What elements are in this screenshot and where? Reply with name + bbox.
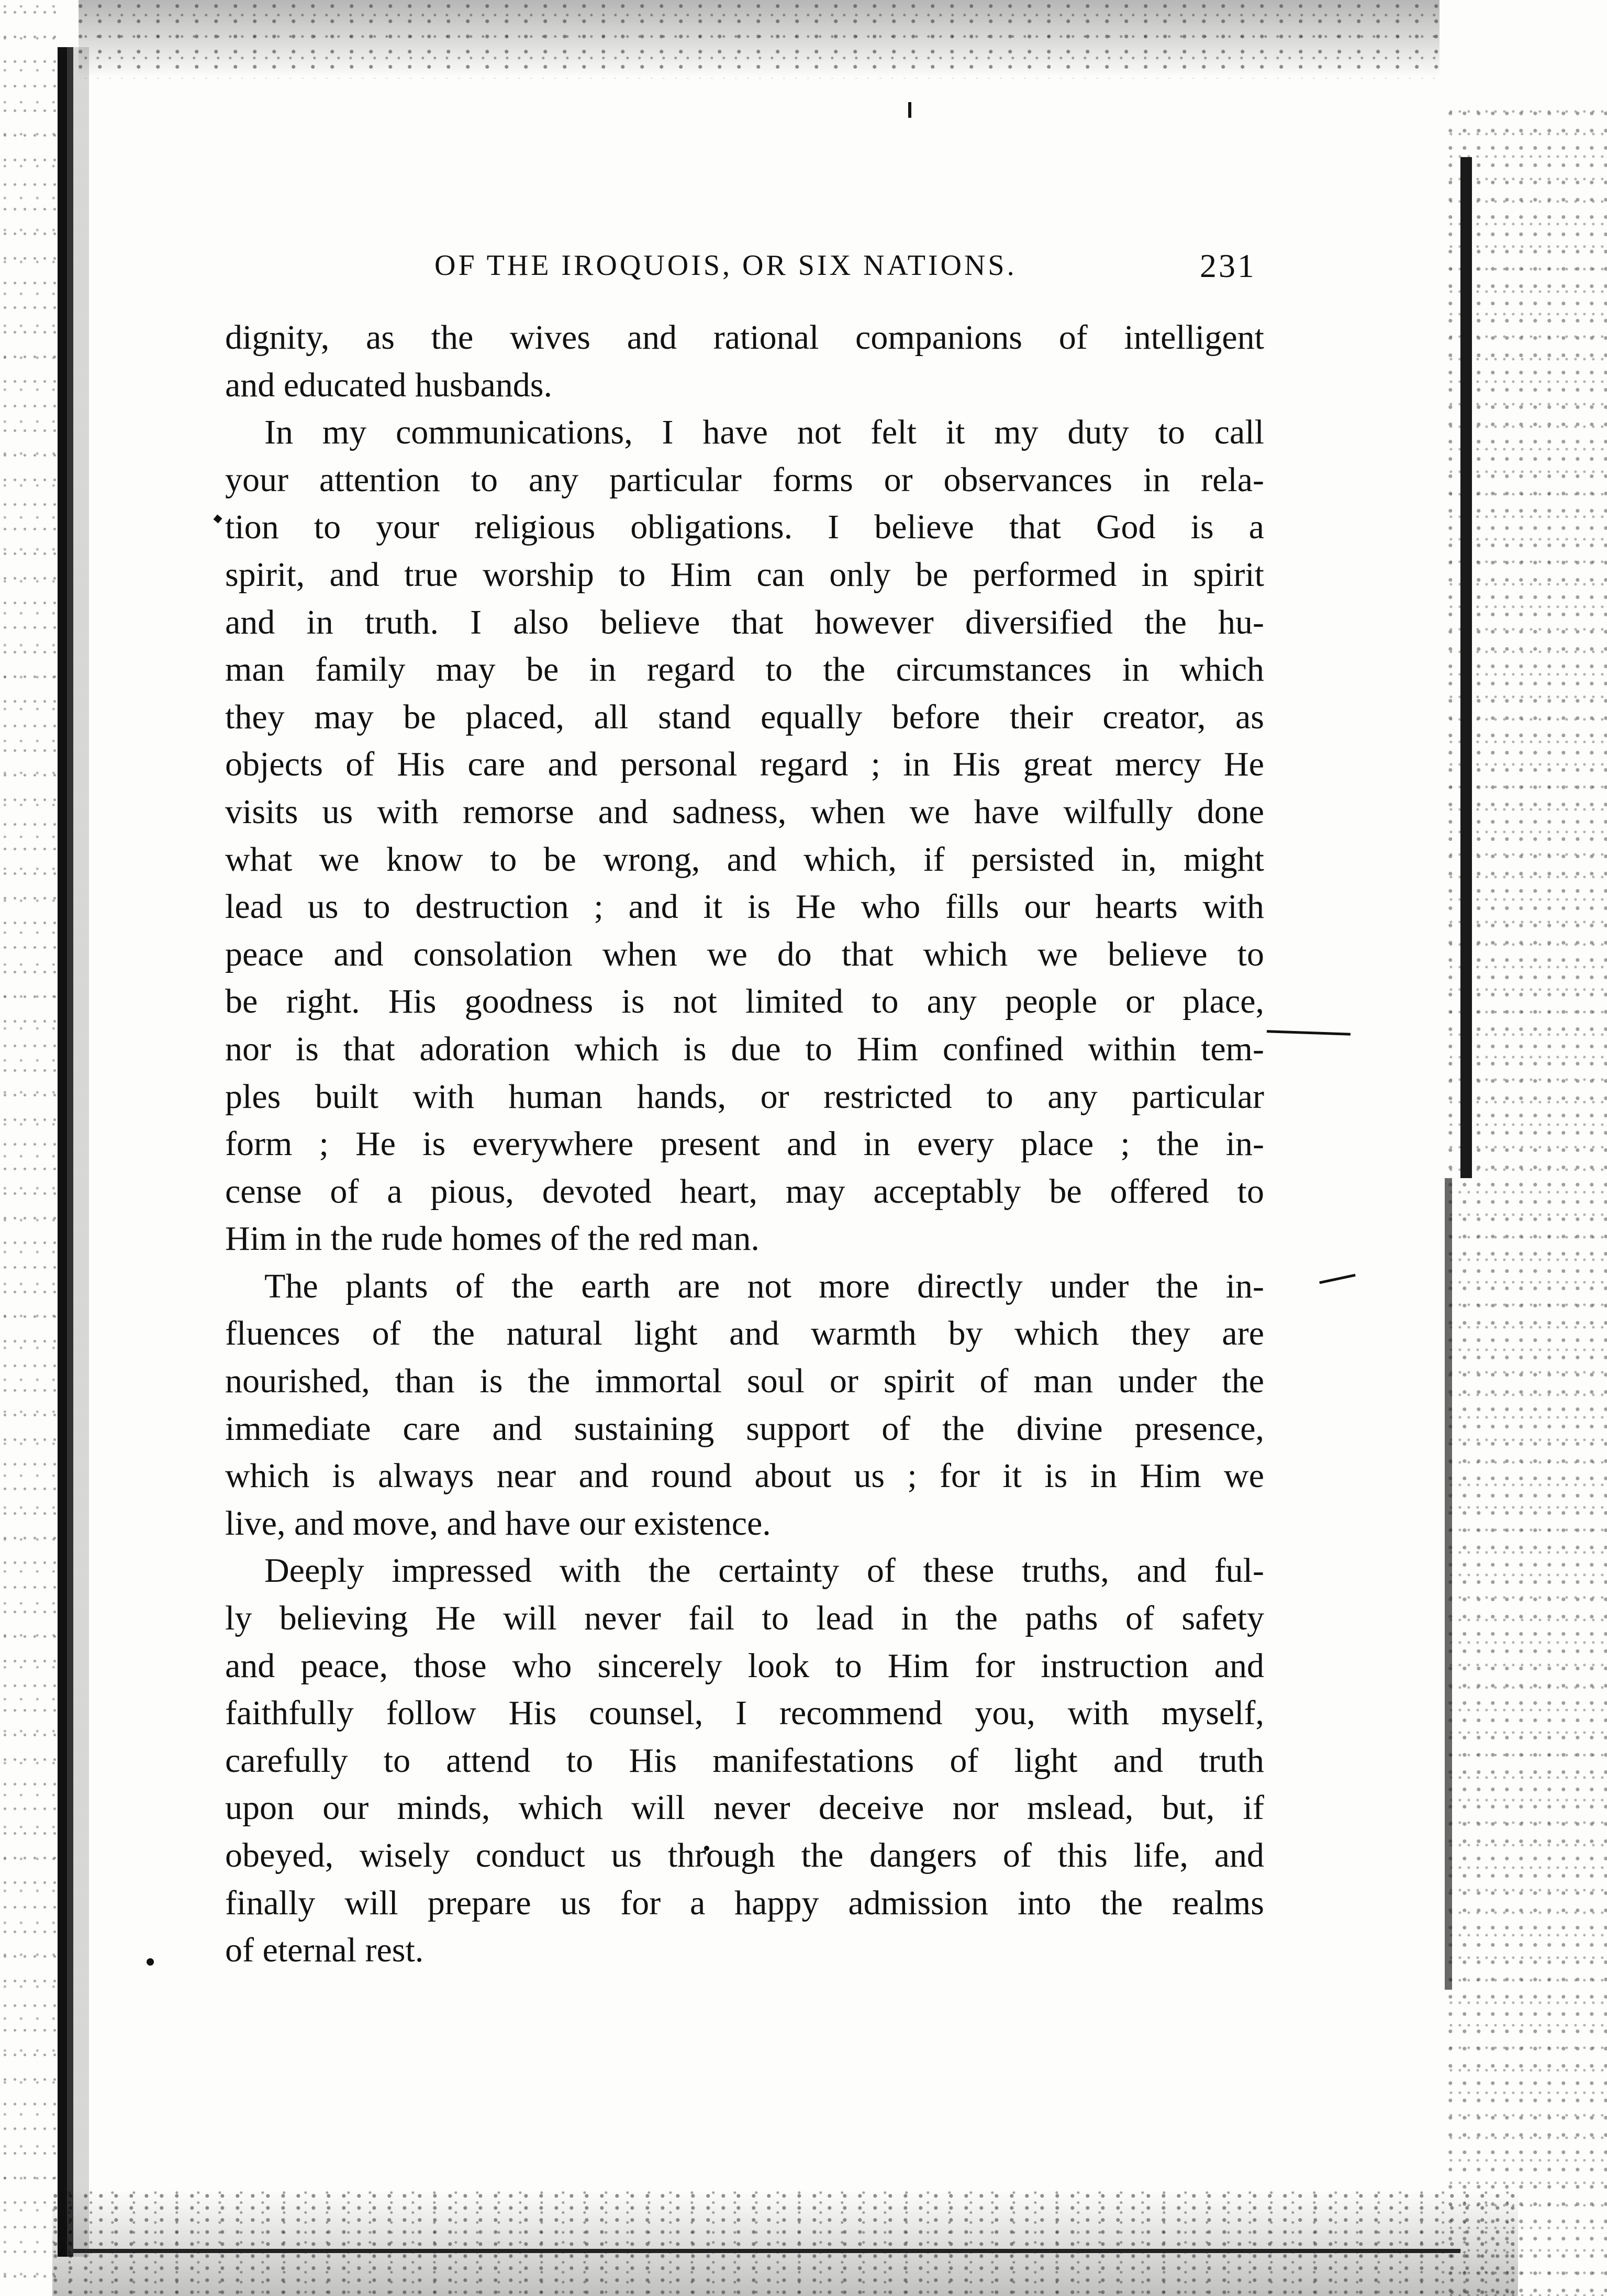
text-line: lead us to destruction ; and it is He who fills our hearts with: [225, 888, 1264, 926]
text-line: Deeply impressed with the certainty of these truths, and ful-: [264, 1551, 1264, 1590]
scan-edge-right-bar-lower: [1445, 1178, 1452, 1990]
text-line: form ; He is everywhere present and in every place ; the in-: [225, 1125, 1264, 1163]
text-line: ples built with human hands, or restricted to any particular: [225, 1077, 1264, 1116]
stray-dot: [147, 1958, 154, 1966]
text-line: finally will prepare us for a happy admission into the realms: [225, 1883, 1264, 1922]
text-line: Him in the rude homes of the red man.: [225, 1219, 760, 1258]
text-line: The plants of the earth are not more directly under the in-: [264, 1267, 1264, 1305]
scan-edge-right-bar: [1460, 157, 1472, 1178]
body-text: [225, 314, 1264, 1975]
scan-edge-top: [79, 0, 1439, 79]
stray-mark: [214, 515, 222, 524]
text-line: faithfully follow His counsel, I recommend you, with myself,: [225, 1694, 1264, 1733]
text-line: obeyed, wisely conduct us through the dangers of this life, and: [225, 1836, 1264, 1874]
stray-mark: [908, 102, 911, 118]
text-line: and peace, those who sincerely look to Him for instruction and: [225, 1646, 1264, 1685]
text-line: immediate care and sustaining support of the divine presence,: [225, 1409, 1264, 1448]
text-line: ly believing He will never fail to lead in the paths of safety: [225, 1599, 1264, 1638]
text-line: peace and consolation when we do that which we believe to: [225, 935, 1264, 973]
text-line: tion to your religious obligations. I believe that God is a: [225, 508, 1264, 547]
text-line: objects of His care and personal regard ; in His great mercy He: [225, 745, 1264, 784]
text-line: fluences of the natural light and warmth by which they are: [225, 1314, 1264, 1353]
text-line: carefully to attend to His manifestations of light and truth: [225, 1741, 1264, 1780]
text-line: which is always near and round about us ; for it is in Him we: [225, 1457, 1264, 1495]
text-line: man family may be in regard to the circumstances in which: [225, 650, 1264, 689]
pencil-hook-mark: [1319, 1274, 1356, 1284]
text-line: nourished, than is the immortal soul or spirit of man under the: [225, 1362, 1264, 1401]
pencil-line-mark: [1267, 1030, 1351, 1036]
scan-edge-bottom: [52, 2189, 1518, 2296]
text-line: live, and move, and have our existence.: [225, 1504, 771, 1543]
scan-edge-left: [58, 47, 105, 2257]
text-line: dignity, as the wives and rational companions of intelligent: [225, 318, 1264, 357]
text-line: and educated husbands.: [225, 365, 552, 404]
text-line: and in truth. I also believe that however diversified the hu-: [225, 603, 1264, 641]
running-title: OF THE IROQUOIS, OR SIX NATIONS.: [434, 249, 1017, 282]
page-number: 231: [1200, 247, 1256, 284]
text-line: what we know to be wrong, and which, if persisted in, might: [225, 840, 1264, 879]
text-line: In my communications, I have not felt it my duty to call: [264, 413, 1264, 452]
text-line: your attention to any particular forms or observances in rela-: [225, 460, 1264, 499]
text-line: spirit, and true worship to Him can only be performed in spirit: [225, 555, 1264, 594]
text-line: nor is that adoration which is due to Him confined within tem-: [225, 1029, 1264, 1068]
text-line: be right. His goodness is not limited to any people or place,: [225, 982, 1264, 1021]
text-line: upon our minds, which will never deceive nor mslead, but, if: [225, 1789, 1264, 1827]
text-line: of eternal rest.: [225, 1931, 424, 1970]
text-line: they may be placed, all stand equally before their creator, as: [225, 697, 1264, 736]
text-line: visits us with remorse and sadness, when we have wilfully done: [225, 792, 1264, 831]
text-line: cense of a pious, devoted heart, may acceptably be offered to: [225, 1172, 1264, 1211]
scan-bottom-rule: [73, 2249, 1460, 2253]
scan-edge-left-speckle: [0, 0, 63, 2296]
running-header: [225, 249, 1298, 291]
